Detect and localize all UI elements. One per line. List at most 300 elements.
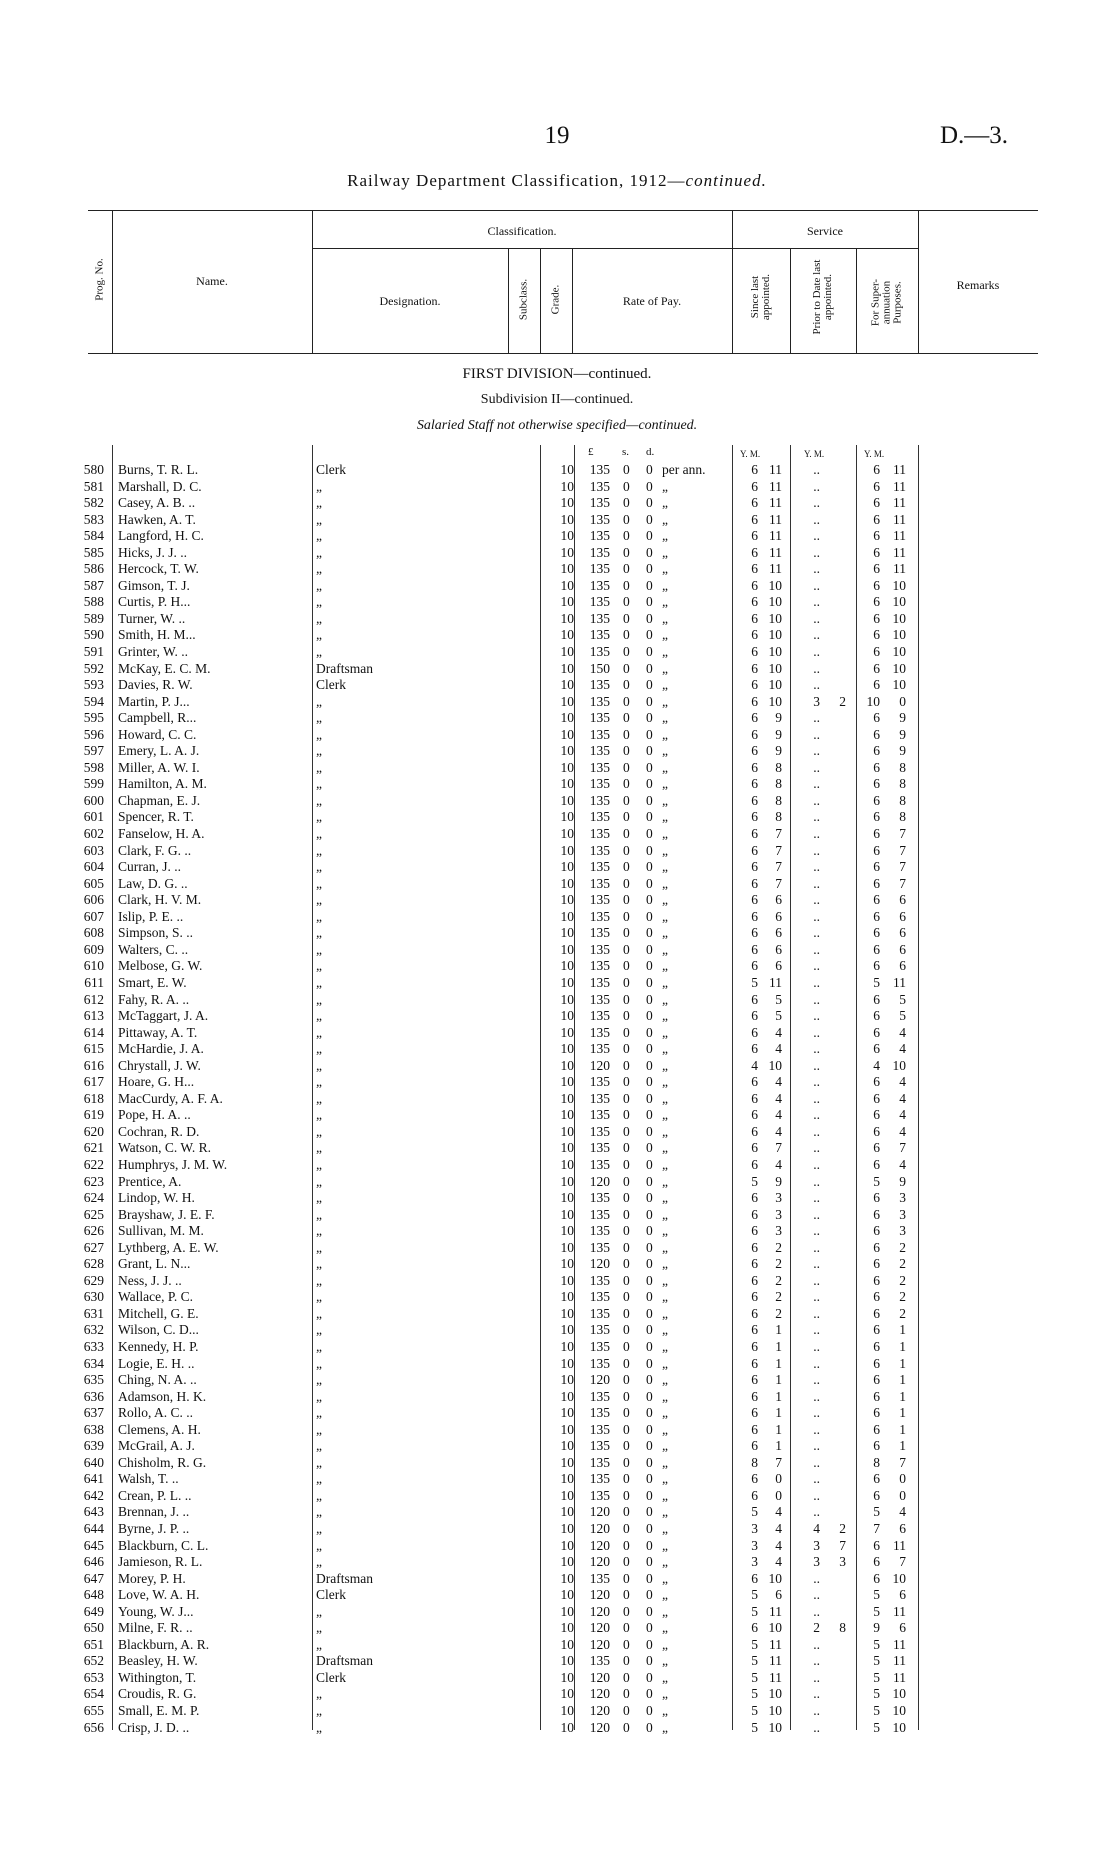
- cell-pay-shillings: 0: [623, 875, 630, 891]
- cell-pay-shillings: 0: [623, 1537, 630, 1553]
- cell-pay-shillings: 0: [623, 776, 630, 792]
- cell-super-years: 6: [873, 528, 880, 544]
- cell-prog-no: 604: [83, 859, 104, 875]
- cell-grade: 10: [560, 1024, 574, 1040]
- cell-since-years: 6: [751, 610, 758, 626]
- cell-grade: 10: [560, 1289, 574, 1305]
- cell-pay-pence: 0: [646, 809, 653, 825]
- cell-pay-pence: 0: [646, 478, 653, 494]
- cell-super-months: 6: [899, 1587, 906, 1603]
- table-row: [0, 743, 1114, 760]
- cell-prior-years: ..: [813, 1504, 820, 1520]
- cell-super-years: 6: [873, 511, 880, 527]
- cell-name: Crean, P. L. ..: [118, 1487, 192, 1503]
- cell-prior-years: ..: [813, 528, 820, 544]
- cell-name: Adamson, H. K.: [118, 1388, 207, 1404]
- cell-pay-shillings: 0: [623, 1239, 630, 1255]
- table-row: [0, 661, 1114, 678]
- cell-name: McTaggart, J. A.: [118, 1008, 209, 1024]
- cell-pay-pounds: 135: [589, 1471, 610, 1487]
- cell-pay-shillings: 0: [623, 1554, 630, 1570]
- cell-since-months: 4: [775, 1504, 782, 1520]
- cell-pay-period: „: [662, 941, 668, 957]
- table-row: [0, 1637, 1114, 1654]
- cell-pay-period: „: [662, 1471, 668, 1487]
- cell-prog-no: 606: [83, 892, 104, 908]
- cell-since-years: 6: [751, 577, 758, 593]
- cell-pay-pence: 0: [646, 892, 653, 908]
- cell-pay-period: „: [662, 1653, 668, 1669]
- cell-prog-no: 627: [83, 1239, 104, 1255]
- cell-grade: 10: [560, 544, 574, 560]
- cell-since-months: 11: [769, 1636, 782, 1652]
- cell-prog-no: 636: [83, 1388, 104, 1404]
- cell-pay-pence: 0: [646, 1206, 653, 1222]
- cell-pay-pounds: 135: [589, 1405, 610, 1421]
- cell-prior-years: ..: [813, 842, 820, 858]
- cell-prog-no: 622: [83, 1156, 104, 1172]
- cell-since-years: 6: [751, 594, 758, 610]
- cell-pay-pence: 0: [646, 1305, 653, 1321]
- cell-super-years: 6: [873, 1471, 880, 1487]
- cell-since-months: 4: [775, 1123, 782, 1139]
- cell-since-months: 6: [775, 941, 782, 957]
- cell-since-months: 4: [775, 1156, 782, 1172]
- cell-prog-no: 651: [83, 1636, 104, 1652]
- cell-since-months: 1: [775, 1388, 782, 1404]
- page-number: 19: [544, 122, 570, 149]
- cell-since-months: 2: [775, 1305, 782, 1321]
- cell-prior-years: ..: [813, 809, 820, 825]
- cell-super-years: 6: [873, 826, 880, 842]
- cell-pay-pence: 0: [646, 1471, 653, 1487]
- cell-pay-shillings: 0: [623, 462, 630, 477]
- subdivision-heading: Subdivision II—continued.: [480, 392, 634, 407]
- cell-designation: „: [316, 759, 322, 775]
- cell-pay-pence: 0: [646, 462, 653, 477]
- cell-grade: 10: [560, 1669, 574, 1685]
- cell-prog-no: 588: [83, 594, 104, 610]
- cell-super-months: 8: [899, 809, 906, 825]
- cell-since-years: 5: [751, 1587, 758, 1603]
- cell-pay-period: „: [662, 1057, 668, 1073]
- header-remarks: Remarks: [956, 278, 1000, 292]
- cell-prior-years: ..: [813, 958, 820, 974]
- cell-grade: 10: [560, 908, 574, 924]
- cell-designation: „: [316, 925, 322, 941]
- header-classification: Classification.: [487, 224, 557, 238]
- cell-name: Byrne, J. P. ..: [118, 1521, 190, 1536]
- cell-name: Crisp, J. D. ..: [118, 1719, 190, 1735]
- cell-pay-shillings: 0: [623, 693, 630, 709]
- cell-pay-period: „: [662, 660, 668, 676]
- cell-grade: 10: [560, 1173, 574, 1189]
- cell-pay-pence: 0: [646, 1719, 653, 1735]
- cell-pay-pounds: 135: [589, 528, 610, 544]
- cell-super-months: 6: [899, 925, 906, 941]
- cell-designation: „: [316, 561, 322, 577]
- table-row: [0, 1653, 1114, 1670]
- cell-pay-shillings: 0: [623, 528, 630, 544]
- cell-grade: 10: [560, 1405, 574, 1421]
- cell-prog-no: 611: [84, 974, 104, 990]
- cell-name: Hamilton, A. M.: [118, 776, 207, 792]
- cell-prog-no: 648: [83, 1587, 104, 1603]
- cell-pay-shillings: 0: [623, 1421, 630, 1437]
- cell-pay-pounds: 135: [589, 958, 610, 974]
- cell-super-months: 3: [899, 1206, 906, 1222]
- cell-designation: „: [316, 1372, 322, 1388]
- cell-prog-no: 583: [83, 511, 104, 527]
- cell-pay-shillings: 0: [623, 1653, 630, 1669]
- cell-since-months: 5: [775, 991, 782, 1007]
- cell-pay-pounds: 135: [589, 875, 610, 891]
- cell-pay-shillings: 0: [623, 1156, 630, 1172]
- cell-designation: „: [316, 478, 322, 494]
- cell-super-months: 11: [893, 1669, 906, 1685]
- cell-super-years: 6: [873, 1107, 880, 1123]
- cell-pay-pounds: 135: [589, 627, 610, 643]
- cell-pay-shillings: 0: [623, 925, 630, 941]
- cell-pay-pounds: 120: [589, 1537, 610, 1553]
- cell-name: McKay, E. C. M.: [118, 660, 211, 676]
- cell-name: MacCurdy, A. F. A.: [118, 1090, 223, 1106]
- table-row: [0, 1174, 1114, 1191]
- service-rule: [732, 248, 918, 249]
- cell-designation: „: [316, 594, 322, 610]
- cell-pay-shillings: 0: [623, 1074, 630, 1090]
- cell-grade: 10: [560, 776, 574, 792]
- cell-pay-pence: 0: [646, 1156, 653, 1172]
- cell-grade: 10: [560, 1686, 574, 1702]
- cell-pay-period: „: [662, 1107, 668, 1123]
- cell-pay-shillings: 0: [623, 1090, 630, 1106]
- cell-pay-pence: 0: [646, 908, 653, 924]
- cell-pay-period: „: [662, 627, 668, 643]
- cell-prog-no: 591: [83, 644, 104, 660]
- table-row: [0, 826, 1114, 843]
- cell-pay-period: „: [662, 875, 668, 891]
- cell-prog-no: 602: [83, 826, 104, 842]
- cell-pay-shillings: 0: [623, 1454, 630, 1470]
- cell-prior-months: 8: [839, 1620, 846, 1636]
- cell-pay-pence: 0: [646, 1653, 653, 1669]
- cell-super-months: 7: [899, 1454, 906, 1470]
- cell-pay-pounds: 135: [589, 511, 610, 527]
- cell-since-months: 10: [768, 693, 782, 709]
- cell-since-months: 6: [775, 958, 782, 974]
- table-row: [0, 1256, 1114, 1273]
- cell-name: Kennedy, H. P.: [118, 1338, 199, 1354]
- cell-pay-shillings: 0: [623, 677, 630, 693]
- cell-grade: 10: [560, 1372, 574, 1388]
- cell-since-years: 6: [751, 875, 758, 891]
- cell-pay-pounds: 135: [589, 1123, 610, 1139]
- cell-name: Howard, C. C.: [118, 726, 197, 742]
- cell-super-years: 5: [873, 1636, 880, 1652]
- cell-since-years: 6: [751, 1438, 758, 1454]
- table-row: [0, 1720, 1114, 1737]
- table-row: [0, 462, 1114, 479]
- cell-since-months: 3: [775, 1223, 782, 1239]
- cell-super-years: 4: [873, 1057, 880, 1073]
- cell-super-years: 6: [873, 478, 880, 494]
- cell-pay-shillings: 0: [623, 1703, 630, 1719]
- table-row: [0, 677, 1114, 694]
- cell-super-months: 9: [899, 726, 906, 742]
- division-heading: FIRST DIVISION—continued.: [462, 366, 652, 382]
- table-row: [0, 1389, 1114, 1406]
- cell-super-months: 9: [899, 743, 906, 759]
- cell-super-months: 2: [899, 1239, 906, 1255]
- cell-prior-years: ..: [813, 1008, 820, 1024]
- cell-grade: 10: [560, 1322, 574, 1338]
- cell-name: Fanselow, H. A.: [118, 826, 205, 842]
- cell-pay-period: „: [662, 1603, 668, 1619]
- col-divider: [540, 248, 541, 353]
- cell-super-years: 6: [873, 759, 880, 775]
- cell-pay-pence: 0: [646, 1190, 653, 1206]
- cell-pay-period: „: [662, 594, 668, 610]
- cell-pay-pence: 0: [646, 958, 653, 974]
- cell-prior-years: ..: [813, 577, 820, 593]
- cell-prior-years: 4: [813, 1521, 820, 1536]
- cell-prog-no: 655: [83, 1703, 104, 1719]
- cell-grade: 10: [560, 1554, 574, 1570]
- cell-name: Love, W. A. H.: [118, 1587, 200, 1603]
- cell-designation: „: [316, 1521, 322, 1536]
- cell-pay-period: „: [662, 974, 668, 990]
- cell-pay-pence: 0: [646, 1223, 653, 1239]
- cell-name: Wilson, C. D...: [118, 1322, 199, 1338]
- cell-pay-shillings: 0: [623, 809, 630, 825]
- cell-pay-period: „: [662, 1438, 668, 1454]
- cell-prior-years: ..: [813, 1090, 820, 1106]
- cell-since-months: 1: [775, 1322, 782, 1338]
- cell-super-years: 6: [873, 495, 880, 511]
- cell-grade: 10: [560, 1074, 574, 1090]
- table-row: [0, 1207, 1114, 1224]
- cell-pay-pence: 0: [646, 528, 653, 544]
- cell-pay-pounds: 135: [589, 1570, 610, 1586]
- cell-super-years: 5: [873, 1603, 880, 1619]
- cell-super-years: 6: [873, 1554, 880, 1570]
- cell-designation: „: [316, 826, 322, 842]
- cell-since-years: 6: [751, 1140, 758, 1156]
- cell-pay-pence: 0: [646, 1570, 653, 1586]
- cell-pay-shillings: 0: [623, 1438, 630, 1454]
- cell-designation: „: [316, 941, 322, 957]
- cell-pay-period: „: [662, 495, 668, 511]
- cell-grade: 10: [560, 941, 574, 957]
- cell-pay-shillings: 0: [623, 1719, 630, 1735]
- cell-name: Clemens, A. H.: [118, 1421, 201, 1437]
- cell-prog-no: 598: [83, 759, 104, 775]
- table-row: [0, 975, 1114, 992]
- cell-pay-pence: 0: [646, 842, 653, 858]
- cell-prog-no: 639: [83, 1438, 104, 1454]
- cell-pay-pounds: 135: [589, 792, 610, 808]
- cell-grade: 10: [560, 1521, 574, 1536]
- cell-prior-years: ..: [813, 859, 820, 875]
- cell-pay-shillings: 0: [623, 1272, 630, 1288]
- cell-designation: „: [316, 958, 322, 974]
- cell-grade: 10: [560, 1421, 574, 1437]
- cell-pay-period: „: [662, 1372, 668, 1388]
- cell-prior-years: ..: [813, 1471, 820, 1487]
- table-row: [0, 876, 1114, 893]
- cell-name: Beasley, H. W.: [118, 1653, 198, 1669]
- cell-since-months: 11: [769, 478, 782, 494]
- cell-super-years: 6: [873, 941, 880, 957]
- cell-designation: Draftsman: [316, 660, 373, 676]
- cell-super-years: 6: [873, 1570, 880, 1586]
- cell-pay-period: „: [662, 743, 668, 759]
- cell-prog-no: 625: [83, 1206, 104, 1222]
- cell-pay-pounds: 135: [589, 693, 610, 709]
- cell-since-months: 6: [775, 908, 782, 924]
- cell-super-months: 1: [899, 1372, 906, 1388]
- cell-pay-pence: 0: [646, 1338, 653, 1354]
- cell-prior-years: ..: [813, 726, 820, 742]
- cell-pay-shillings: 0: [623, 1041, 630, 1057]
- table-row: [0, 1190, 1114, 1207]
- cell-super-years: 5: [873, 1587, 880, 1603]
- cell-name: Brennan, J. ..: [118, 1504, 190, 1520]
- cell-prog-no: 580: [83, 462, 104, 477]
- cell-pay-pounds: 150: [589, 660, 610, 676]
- cell-prog-no: 597: [83, 743, 104, 759]
- cell-name: Wallace, P. C.: [118, 1289, 194, 1305]
- cell-since-years: 6: [751, 925, 758, 941]
- cell-since-months: 11: [769, 528, 782, 544]
- cell-prog-no: 629: [83, 1272, 104, 1288]
- cell-super-years: 6: [873, 925, 880, 941]
- cell-name: Morey, P. H.: [118, 1570, 186, 1586]
- cell-super-years: 5: [873, 1504, 880, 1520]
- cell-prior-years: 3: [813, 1537, 820, 1553]
- cell-grade: 10: [560, 1256, 574, 1272]
- cell-since-years: 6: [751, 1123, 758, 1139]
- cell-pay-pence: 0: [646, 925, 653, 941]
- table-row: [0, 1587, 1114, 1604]
- cell-since-years: 6: [751, 776, 758, 792]
- cell-since-years: 6: [751, 1107, 758, 1123]
- cell-since-months: 11: [769, 1669, 782, 1685]
- cell-prior-years: ..: [813, 1587, 820, 1603]
- table-row: [0, 644, 1114, 661]
- cell-pay-period: „: [662, 561, 668, 577]
- cell-prior-years: ..: [813, 1123, 820, 1139]
- cell-name: Blackburn, A. R.: [118, 1636, 210, 1652]
- cell-pay-period: „: [662, 1008, 668, 1024]
- cell-super-months: 10: [892, 610, 906, 626]
- cell-pay-pence: 0: [646, 577, 653, 593]
- cell-since-years: 6: [751, 561, 758, 577]
- cell-pay-pence: 0: [646, 495, 653, 511]
- cell-pay-period: „: [662, 1388, 668, 1404]
- cell-prior-years: ..: [813, 644, 820, 660]
- cell-super-months: 6: [899, 892, 906, 908]
- header-prior-to-date: Prior to Date last appointed.: [811, 259, 834, 335]
- cell-pay-pence: 0: [646, 875, 653, 891]
- cell-super-months: 7: [899, 842, 906, 858]
- cell-pay-period: „: [662, 478, 668, 494]
- cell-prior-years: ..: [813, 759, 820, 775]
- cell-pay-period: „: [662, 1636, 668, 1652]
- cell-since-months: 11: [769, 561, 782, 577]
- cell-pay-shillings: 0: [623, 561, 630, 577]
- cell-prior-years: ..: [813, 1190, 820, 1206]
- cell-pay-pounds: 135: [589, 1305, 610, 1321]
- header-top-rule: [88, 210, 1038, 211]
- cell-pay-shillings: 0: [623, 1355, 630, 1371]
- cell-prior-years: ..: [813, 941, 820, 957]
- cell-pay-pence: 0: [646, 1587, 653, 1603]
- cell-pay-shillings: 0: [623, 610, 630, 626]
- cell-name: Lindop, W. H.: [118, 1190, 195, 1206]
- cell-super-months: 9: [899, 1173, 906, 1189]
- cell-prior-years: ..: [813, 1669, 820, 1685]
- cell-super-months: 4: [899, 1074, 906, 1090]
- cell-since-months: 6: [775, 925, 782, 941]
- cell-prog-no: 650: [83, 1620, 104, 1636]
- cell-prior-years: ..: [813, 1289, 820, 1305]
- cell-pay-shillings: 0: [623, 1206, 630, 1222]
- cell-pay-pence: 0: [646, 544, 653, 560]
- header-rate-of-pay: Rate of Pay.: [622, 294, 682, 308]
- cell-pay-pence: 0: [646, 677, 653, 693]
- cell-grade: 10: [560, 478, 574, 494]
- cell-pay-shillings: 0: [623, 792, 630, 808]
- cell-pay-pence: 0: [646, 1322, 653, 1338]
- cell-grade: 10: [560, 1487, 574, 1503]
- cell-pay-pounds: 135: [589, 1024, 610, 1040]
- cell-super-years: 6: [873, 1338, 880, 1354]
- cell-since-years: 5: [751, 1636, 758, 1652]
- table-row: [0, 1538, 1114, 1555]
- cell-pay-shillings: 0: [623, 710, 630, 726]
- cell-super-months: 11: [893, 478, 906, 494]
- cell-pay-period: „: [662, 1256, 668, 1272]
- cell-since-years: 6: [751, 1305, 758, 1321]
- cell-since-years: 5: [751, 1504, 758, 1520]
- cell-prog-no: 632: [83, 1322, 104, 1338]
- cell-prog-no: 631: [83, 1305, 104, 1321]
- cell-name: Chrystall, J. W.: [118, 1057, 201, 1073]
- cell-pay-period: „: [662, 809, 668, 825]
- cell-grade: 10: [560, 1471, 574, 1487]
- cell-pay-period: „: [662, 759, 668, 775]
- cell-prior-years: ..: [813, 892, 820, 908]
- cell-pay-pence: 0: [646, 610, 653, 626]
- cell-prior-years: ..: [813, 610, 820, 626]
- table-row: [0, 760, 1114, 777]
- cell-since-months: 0: [775, 1487, 782, 1503]
- cell-pay-pounds: 120: [589, 1256, 610, 1272]
- cell-pay-shillings: 0: [623, 1289, 630, 1305]
- cell-name: Miller, A. W. I.: [118, 759, 200, 775]
- cell-pay-pounds: 135: [589, 1206, 610, 1222]
- cell-pay-period: „: [662, 1703, 668, 1719]
- cell-prior-years: ..: [813, 511, 820, 527]
- document-reference: D.—3.: [940, 122, 1009, 149]
- cell-since-months: 10: [768, 1570, 782, 1586]
- cell-prior-years: ..: [813, 1603, 820, 1619]
- cell-grade: 10: [560, 594, 574, 610]
- cell-name: Ching, N. A. ..: [118, 1372, 197, 1388]
- cell-grade: 10: [560, 644, 574, 660]
